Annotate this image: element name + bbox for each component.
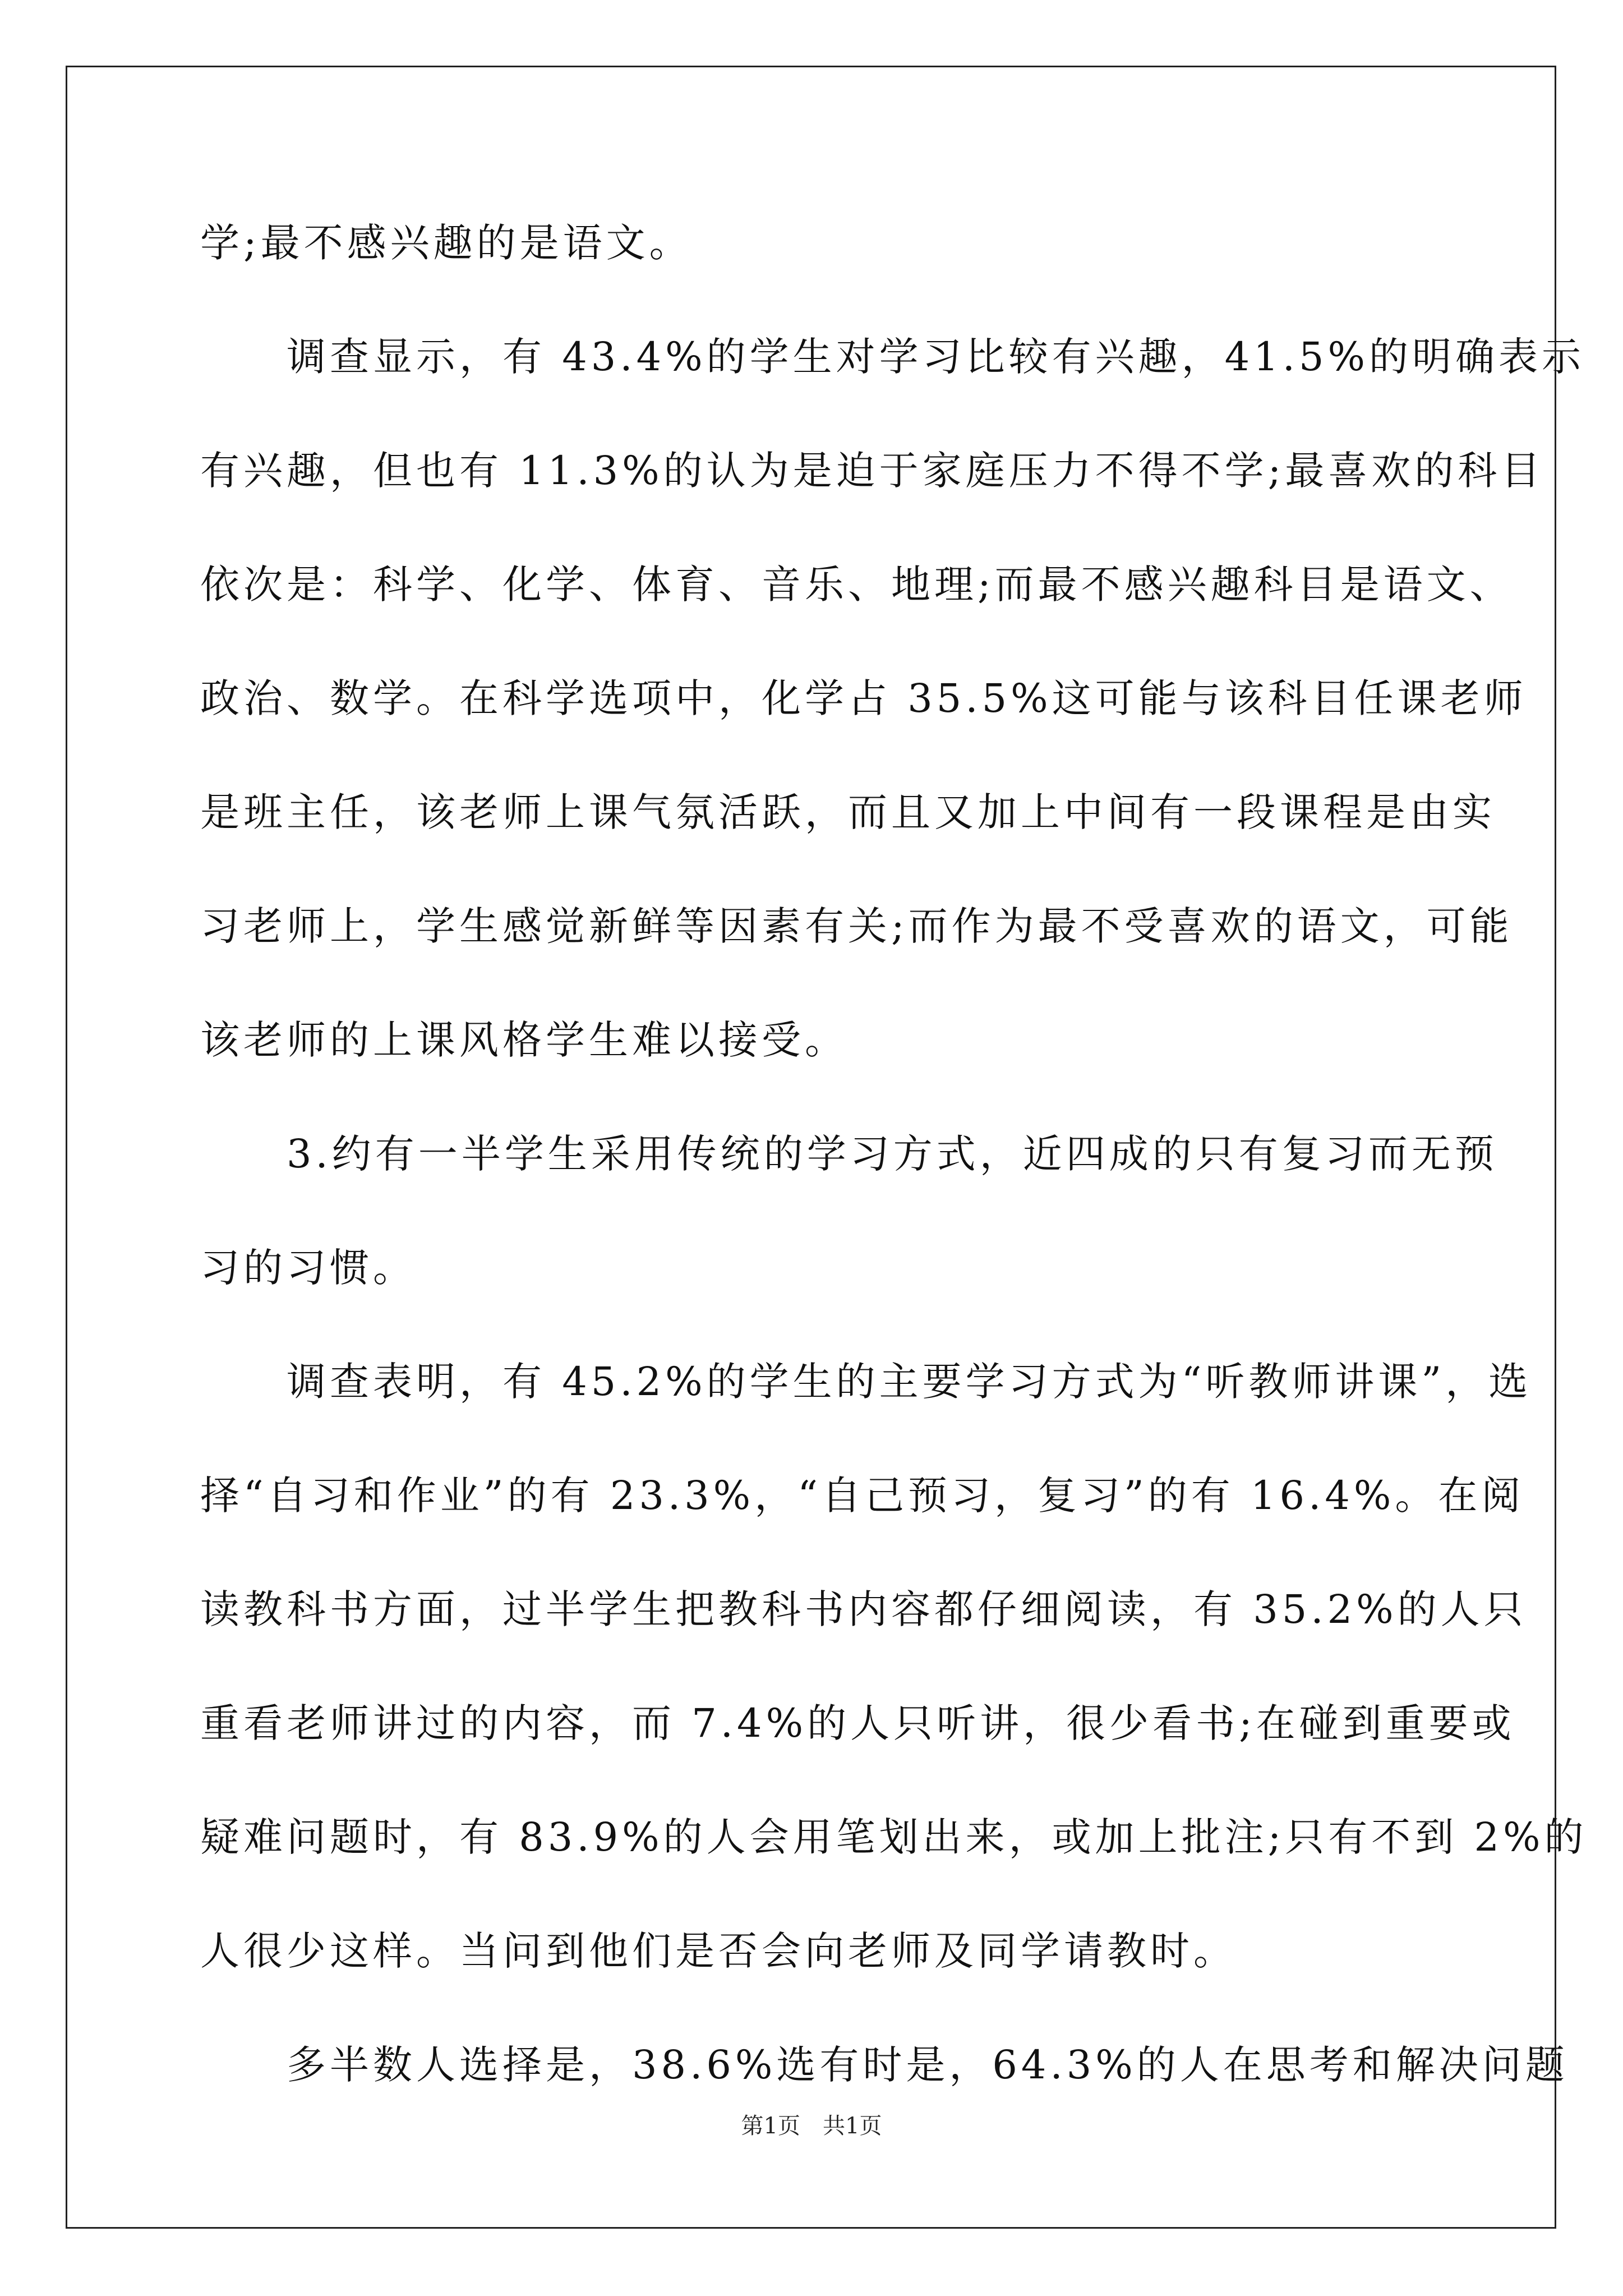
text-line: 是班主任，该老师上课气氛活跃，而且又加上中间有一段课程是由实 bbox=[200, 789, 1496, 835]
text-line: 人很少这样。当问到他们是否会向老师及同学请教时。 bbox=[200, 1928, 1237, 1974]
text-line: 调查表明，有 45.2%的学生的主要学习方式为“听教师讲课”，选 bbox=[200, 1359, 1532, 1405]
text-line: 重看老师讲过的内容，而 7.4%的人只听讲，很少看书;在碰到重要或 bbox=[200, 1700, 1515, 1746]
text-line: 有兴趣，但也有 11.3%的认为是迫于家庭压力不得不学;最喜欢的科目 bbox=[200, 448, 1544, 494]
text-line: 学;最不感兴趣的是语文。 bbox=[200, 220, 693, 266]
text-line: 依次是：科学、化学、体育、音乐、地理;而最不感兴趣科目是语文、 bbox=[200, 562, 1513, 608]
text-line: 疑难问题时，有 83.9%的人会用笔划出来，或加上批注;只有不到 2%的 bbox=[200, 1814, 1588, 1860]
text-line: 调查显示，有 43.4%的学生对学习比较有兴趣，41.5%的明确表示 bbox=[200, 334, 1585, 380]
text-line: 习的习惯。 bbox=[200, 1245, 416, 1291]
text-line: 习老师上，学生感觉新鲜等因素有关;而作为最不受喜欢的语文，可能 bbox=[200, 903, 1513, 949]
text-line: 多半数人选择是，38.6%选有时是，64.3%的人在思考和解决问题 bbox=[200, 2042, 1569, 2088]
text-line: 政治、数学。在科学选项中，化学占 35.5%这可能与该科目任课老师 bbox=[200, 675, 1527, 721]
text-line: 该老师的上课风格学生难以接受。 bbox=[200, 1017, 848, 1063]
page-number-footer: 第1页 共1页 bbox=[741, 2113, 882, 2139]
text-line: 读教科书方面，过半学生把教科书内容都仔细阅读，有 35.2%的人只 bbox=[200, 1586, 1527, 1632]
text-line: 3.约有一半学生采用传统的学习方式，近四成的只有复习而无预 bbox=[200, 1131, 1498, 1177]
text-line: 择“自习和作业”的有 23.3%，“自己预习，复习”的有 16.4%。在阅 bbox=[200, 1473, 1525, 1519]
